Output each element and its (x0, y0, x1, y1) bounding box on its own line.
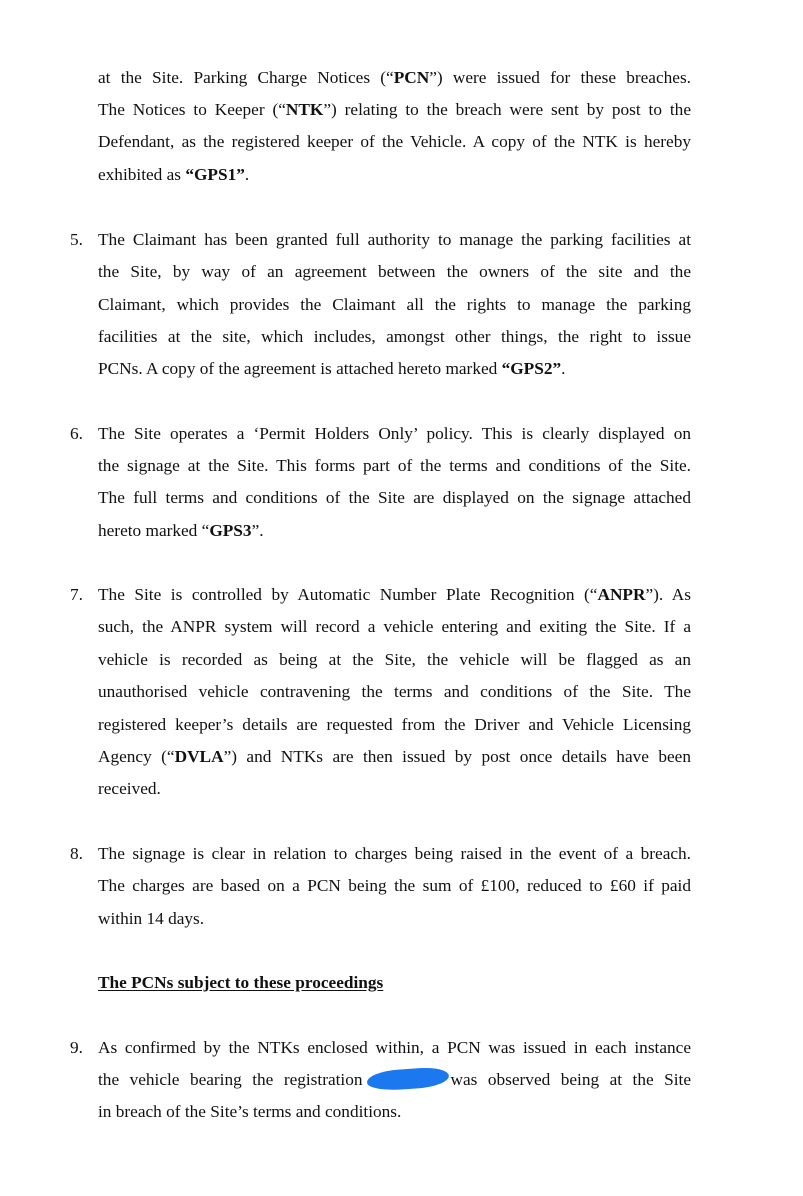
paragraph-line: within 14 days. (98, 909, 205, 928)
paragraph-line: unauthorised vehicle contravening the terms and conditions of the Site. The (98, 682, 691, 701)
paragraph-line: Defendant, as the registered keeper of the Vehicle. A copy of the NTK is hereby (98, 132, 691, 151)
paragraph-number: 8. (70, 844, 83, 863)
paragraph-line: in breach of the Site’s terms and conditions. (98, 1102, 402, 1121)
paragraph-line: The Claimant has been granted full authority to manage the parking facilities at (98, 230, 691, 249)
paragraph-line: The signage is clear in relation to charges being raised in the event of a breach. (98, 844, 691, 863)
paragraph-number: 9. (70, 1038, 83, 1057)
paragraph-line: such, the ANPR system will record a vehicle entering and exiting the Site. If a (98, 617, 691, 636)
paragraph-line: As confirmed by the NTKs enclosed within, a PCN was issued in each instance (98, 1038, 691, 1057)
paragraph-line: The full terms and conditions of the Site are displayed on the signage attached (98, 488, 691, 507)
section-heading: The PCNs subject to these proceedings (98, 973, 384, 992)
paragraph-line: received. (98, 779, 161, 798)
registration-redaction (366, 1066, 449, 1092)
paragraph-number: 5. (70, 230, 83, 249)
paragraph-line: PCNs. A copy of the agreement is attached hereto marked “GPS2”. (98, 359, 566, 378)
paragraph-number: 7. (70, 585, 83, 604)
paragraph-line: registered keeper’s details are requested from the Driver and Vehicle Licensing (98, 715, 691, 734)
paragraph-line: vehicle is recorded as being at the Site, the vehicle will be flagged as an (98, 650, 691, 669)
paragraph-line: at the Site. Parking Charge Notices (“PCN”) were issued for these breaches. (98, 68, 691, 87)
paragraph-line: Agency (“DVLA”) and NTKs are then issued by post once details have been (98, 747, 691, 766)
paragraph-line: The Site is controlled by Automatic Number Plate Recognition (“ANPR”). As (98, 585, 691, 604)
paragraph-line: the Site, by way of an agreement between the owners of the site and the (98, 262, 691, 281)
paragraph-line: Claimant, which provides the Claimant all the rights to manage the parking (98, 295, 691, 314)
paragraph-line: exhibited as “GPS1”. (98, 165, 250, 184)
paragraph-line: the signage at the Site. This forms part of the terms and conditions of the Site. (98, 456, 691, 475)
paragraph-line: The charges are based on a PCN being the sum of £100, reduced to £60 if paid (98, 876, 691, 895)
paragraph-line: The Notices to Keeper (“NTK”) relating to the breach were sent by post to the (98, 100, 691, 119)
paragraph-number: 6. (70, 424, 83, 443)
paragraph-line: the vehicle bearing the registration was observed being at the Site (98, 1068, 691, 1092)
paragraph-line: The Site operates a ‘Permit Holders Only’ policy. This is clearly displayed on (98, 424, 691, 443)
paragraph-line: facilities at the site, which includes, amongst other things, the right to issue (98, 327, 691, 346)
paragraph-line: hereto marked “GPS3”. (98, 521, 264, 540)
